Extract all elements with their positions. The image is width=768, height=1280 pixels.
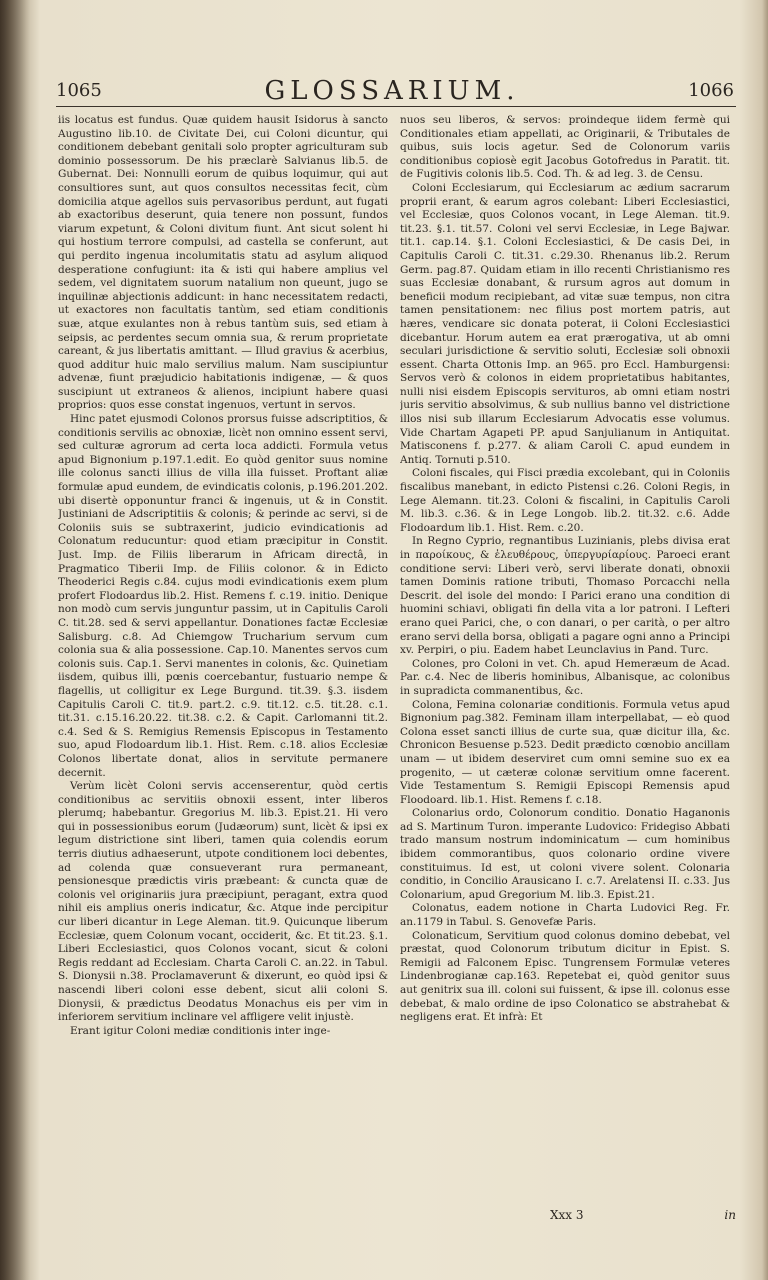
signature-mark: Xxx 3 [550,1208,584,1222]
paragraph: nuos seu liberos, & servos: proindeque iidem fermè qui Conditionales etiam appellati, ac Originarii, & Tributales de quibus, suis locis agetur. Sed de Colonorum variis conditionibus copiosè egit Jacobus Gotofredus in Paratit. tit. de Fugitivis colonis lib.5. Cod. Th. & ad leg. 3. de Censu. [400,114,730,181]
page-number-right: 1066 [688,80,734,101]
paragraph: Colones, pro Coloni in vet. Ch. apud Hemeræum de Acad. Par. c.4. Nec de liberis hominibus, Albanisque, ac colonibus in supradicta commanentibus, &c. [400,657,730,697]
paragraph: Colonaticum, Servitium quod colonus domino debebat, vel præstat, quod Colonorum tributum dicitur in Epist. S. Remigii ad Falconem Episc. Tungrensem Formulæ veteres Lindenbrogianæ cap.163. Repetebat ei, quòd genitor suus aut genitrix sua ill. coloni sui fuissent, & ipse ill. colonus esse debebat, & malo ordine de ipso Colonatico se abstrahebat & negligens erat. Et infrà: Et [400,929,730,1024]
paragraph: iis locatus est fundus. Quæ quidem hausit Isidorus à sancto Augustino lib.10. de Civitate Dei, cui Coloni dicuntur, qui conditionem debebant genitali solo propter agriculturam sub dominio possessorum. De his præclarè Salvianus lib.5. de Gubernat. Dei: Nonnulli eorum de quibus loquimur, qui aut consultiores sunt, aut quos consultos necessitas fecit, cùm domicilia atque agellos suis pervasoribus perdunt, aut fugati ab exactoribus deserunt, quia tenere non possunt, fundos viarum expetunt, & Coloni divitum fiunt. Ant sicut solent hi qui hostium terrore compulsi, ad castella se conferunt, aut qui perdito ingenua incolumitatis statu ad asylum aliquod desperatione confugiunt: ita & isti qui habere amplius vel sedem, vel dignitatem suorum natalium non queunt, jugo se inquilinæ abjectionis addicunt: in hanc necessitatem redacti, ut exactores non facultatis tantùm, sed etiam conditionis suæ, atque exulantes non à rebus tantùm suis, sed etiam à seipsis, ac perdentes secum omnia sua, & rerum proprietate careant, & jus libertatis amittant. — Illud gravius & acerbius, quod additur huic malo servilius malum. Nam suscipiuntur advenæ, fiunt præjudicio habitationis indigenæ, — & quos suscipiunt ut extraneos & alienos, incipiunt habere quasi proprios: quos esse constat ingenuos, vertunt in servos. [58,114,388,412]
paragraph: Colona, Femina colonariæ conditionis. Formula vetus apud Bignonium pag.382. Feminam illam interpellabat, — eò quod Colona esset sancti illius de curte sua, quæ dicitur illa, &c. Chronicon Besuense p.523. Dedit prædicto cœnobio ancillam unam — ut ibidem deserviret cum omni semine suo ex ea progenito, — ut cæteræ colonæ servitium omne facerent. Vide Testamentum S. Remigii Episcopi Remensis apud Floodoard. lib.1. Hist. Remens f. c.18. [400,698,730,806]
paragraph: Coloni fiscales, qui Fisci prædia excolebant, qui in Coloniis fiscalibus manebant, in edicto Pistensi c.26. Coloni Regis, in Lege Alemann. tit.23. Coloni & fiscalini, in Capitulis Caroli M. lib.3. c.36. & in Lege Longob. lib.2. tit.32. c.6. Adde Flodoardum lib.1. Hist. Rem. c.20. [400,467,730,534]
paragraph: Coloni Ecclesiarum, qui Ecclesiarum ac ædium sacrarum proprii erant, & earum agros colebant: Liberi Ecclesiastici, vel Ecclesiæ, quos Colonos vocant, in Lege Aleman. tit.9. tit.23. §.1. tit.57. Coloni vel servi Ecclesiæ, in Lege Bajwar. tit.1. cap.14. §.1. Coloni Ecclesiastici, & De casis Dei, in Capitulis Caroli C. tit.31. c.29.30. Rhenanus lib.2. Rerum Germ. pag.87. Quidam etiam in illo recenti Christianismo res suas Ecclesiæ donabant, & rursum agros aut domum in beneficii modum recipiebant, ad vitæ suæ tempus, non citra tamen pensitationem: nec filius post mortem patris, aut hæres, vendicare sic donata poterat, ii Coloni Ecclesiastici dicebantur. Horum autem ea erat prærogativa, ut ab omni seculari jurisdictione & servitio soluti, Ecclesiæ soli obnoxii essent. Charta Ottonis Imp. an 965. pro Eccl. Hamburgensi: Servos verò & colonos in eidem proprietatibus habitantes, nulli nisi eisdem Episcopis servituros, ab omni etiam nostri juris servitio absolvimus, & sub nullius banno vel districtione illos nisi sub illarum Ecclesiarum Advocatis esse volumus. Vide Chartam Agapeti PP. apud Sanjulianum in Antiquitat. Matisconens f. p.277. & aliam Caroli C. apud eundem in Antiq. Tornuti p.510. [400,181,730,466]
left-column [58,114,388,1204]
paragraph: Colonatus, eadem notione in Charta Ludovici Reg. Fr. an.1179 in Tabul. S. Genovefæ Paris. [400,902,730,929]
right-column [400,114,730,1204]
page-number-left: 1065 [56,80,102,101]
book-page [46,70,738,1230]
paragraph: Hinc patet ejusmodi Colonos prorsus fuisse adscriptitios, & conditionis servilis ac obnoxiæ, licèt non omnino essent servi, sed culturæ agrorum ad certa loca addicti. Formula vetus apud Bignonium p.197.1.edit. Eo quòd genitor suus nomine ille colonus sancti illius de villa illa fuisset. Proftant aliæ formulæ apud eundem, de evindicatis colonis, p.196.201.202. ubi disertè opponuntur franci & ingenuis, ut & in Constit. Justiniani de Adscriptitiis & colonis; & perinde ac servi, si de Coloniis suis se subtraxerint, judicio evindicationis ad Colonatum reducuntur: quod etiam præcipitur in Constit. Just. Imp. de Filiis liberarum in Africam directâ, in Pragmatico Tiberii Imp. de Filiis colonor. & in Edicto Theoderici Regis c.84. cujus modi evindicationis exem plum profert Flodoardus lib.2. Hist. Remens f. c.19. initio. Denique non modò cum servis junguntur passim, ut in Capitulis Caroli C. tit.28. sed & servi appellantur. Donationes factæ Ecclesiæ Salisburg. c.8. Ad Chiemgow Trucharium servum cum colonia sua & alia possessione. Cap.10. Manentes servos cum colonis suis. Cap.1. Servi manentes in colonis, &c. Quinetiam iisdem, quibus illi, pœnis coercebantur, fustuario nempe & flagellis, ut colligitur ex Lege Burgund. tit.39. §.3. iisdem Capitulis Caroli C. tit.9. part.2. c.9. tit.12. c.5. tit.28. c.1. tit.31. c.15.16.20.22. tit.38. c.2. & Capit. Carlomanni tit.2. c.4. Sed & S. Remigius Remensis Episcopus in Testamento suo, apud Flodoardum lib.1. Hist. Rem. c.18. alios Ecclesiæ Colonos libertate donat, alios in servitute permanere decernit. [58,413,388,779]
catchword: in [724,1208,736,1222]
page-footer [400,1208,736,1224]
paragraph: Verùm licèt Coloni servis accenserentur, quòd certis conditionibus ac servitiis obnoxii essent, inter liberos plerumq; habebantur. Gregorius M. lib.3. Epist.21. Hi vero qui in possessionibus eorum (Judæorum) sunt, licèt & ipsi ex legum districtione sint liberi, tamen quia colendis eorum terris diutius adhaeserunt, utpote conditionem loci debentes, ad colenda quæ consueverant rura permaneant, pensionesque prædictis viris præbeant: & cuncta quæ de colonis vel originariis jura præcipiunt, peragant, extra quod nihil eis amplius oneris indicatur, &c. Atque inde percipitur cur liberi dicantur in Lege Aleman. tit.9. Quicunque liberum Ecclesiæ, quem Colonum vocant, occiderit, &c. Et tit.23. §.1. Liberi Ecclesiastici, quos Colonos vocant, sicut & coloni Regis reddant ad Ecclesiam. Charta Caroli C. an.22. in Tabul. S. Dionysii n.38. Proclamaverunt & dixerunt, eo quòd ipsi & nascendi liberi coloni esse debent, sicut alii coloni S. Dionysii, & prædictus Deodatus Monachus eis per vim in inferiorem servitium inclinare vel affligere velit injustè. [58,780,388,1024]
book-spine-shadow [0,0,30,1280]
paragraph: Erant igitur Coloni mediæ conditionis inter inge- [70,1024,331,1037]
header-rule [56,106,736,107]
page-header [46,70,738,110]
paragraph: In Regno Cyprio, regnantibus Luzinianis, plebs divisa erat in παροίκους, & ἐλευθέρους, ὑπεργυρίαρίους. Paroeci erant conditione servi: Liberi verò, servi liberate donati, obnoxii tamen Dominis ratione tributi, Thomaso Porcacchi nella Descrit. del isole del mondo: I Parici erano una condition di huomini schiavi, obligati fin della vita a lor patroni. I Lefteri erano quei Parici, che, o con danari, o per carità, o per altro erano servi della borsa, obligati a pagare ogni anno a Principi xv. Perpiri, o piu. Eadem habet Leunclavius in Pand. Turc. [400,535,730,657]
running-title: GLOSSARIUM. [264,76,520,106]
paragraph: Colonarius ordo, Colonorum conditio. Donatio Haganonis ad S. Martinum Turon. imperante Ludovico: Fridegiso Abbati trado mansum nostrum indominicatum — cum hominibus ibidem commorantibus, quos colonario ordine vivere constituimus. Id est, ut coloni vivere solent. Colonaria conditio, in Concilio Arausicano I. c.7. Arelatensi II. c.33. Jus Colonarium, apud Gregorium M. lib.3. Epist.21. [400,807,730,901]
